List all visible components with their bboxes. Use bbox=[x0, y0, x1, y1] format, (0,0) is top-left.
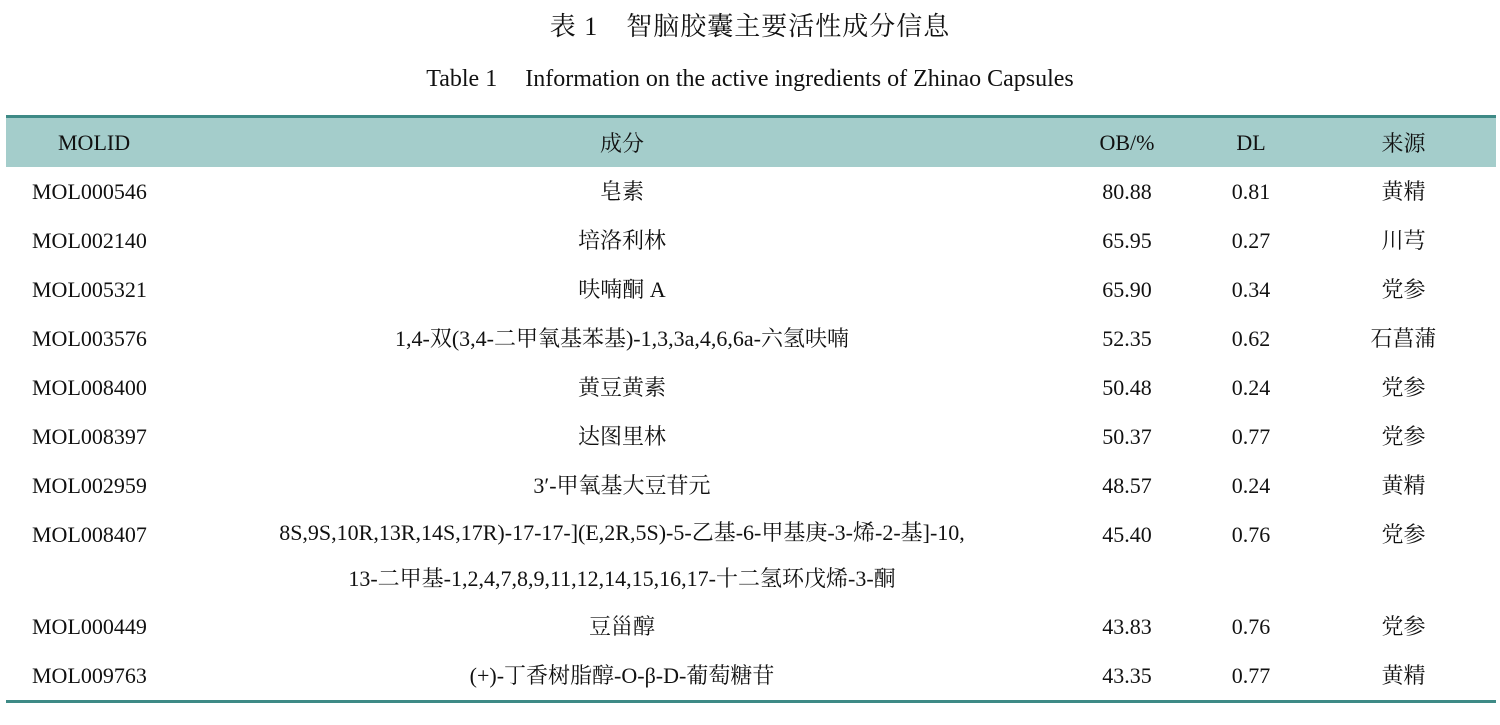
table-row bbox=[6, 167, 1496, 216]
cell-source: 黄精 bbox=[1381, 179, 1426, 204]
cell-ob: 43.83 bbox=[1102, 614, 1152, 639]
cell-dl: 0.77 bbox=[1231, 424, 1271, 449]
table-row bbox=[6, 412, 1496, 461]
cell-dl: 0.27 bbox=[1231, 228, 1271, 253]
cell-molid: MOL008397 bbox=[32, 424, 147, 449]
cell-name-line-1: 8S,9S,10R,13R,14S,17R)-17-17-](E,2R,5S)-5-乙基-6-甲基庚-3-烯-2-基]-10, bbox=[279, 520, 965, 545]
cell-source: 党参 bbox=[1381, 277, 1426, 302]
table-bottom-rule bbox=[6, 700, 1496, 703]
cell-dl: 0.76 bbox=[1231, 522, 1271, 547]
cell-source: 石菖蒲 bbox=[1370, 326, 1437, 351]
cell-name: 黄豆黄素 bbox=[577, 375, 666, 400]
header-dl: DL bbox=[1236, 129, 1266, 155]
table-number-chinese: 表 1 bbox=[549, 12, 599, 41]
cell-source: 党参 bbox=[1381, 424, 1426, 449]
cell-source: 黄精 bbox=[1381, 663, 1426, 688]
cell-molid: MOL008400 bbox=[32, 375, 147, 400]
table-row bbox=[6, 265, 1496, 314]
cell-ob: 43.35 bbox=[1102, 663, 1152, 688]
cell-source: 党参 bbox=[1381, 522, 1426, 547]
table-row bbox=[6, 461, 1496, 510]
cell-name: (+)-丁香树脂醇-O-β-D-葡萄糖苷 bbox=[469, 663, 775, 688]
header-source: 来源 bbox=[1381, 131, 1426, 156]
cell-dl: 0.76 bbox=[1231, 614, 1271, 639]
cell-name: 1,4-双(3,4-二甲氧基苯基)-1,3,3a,4,6,6a-六氢呋喃 bbox=[395, 326, 849, 351]
header-molid: MOLID bbox=[58, 129, 131, 155]
cell-ob: 65.90 bbox=[1102, 277, 1152, 302]
cell-name: 呋喃酮 A bbox=[578, 277, 666, 302]
cell-name: 达图里林 bbox=[577, 424, 666, 449]
table-row bbox=[6, 651, 1496, 700]
table-row bbox=[6, 363, 1496, 412]
cell-molid: MOL009763 bbox=[32, 663, 147, 688]
cell-source: 党参 bbox=[1381, 614, 1426, 639]
cell-name: 豆甾醇 bbox=[588, 614, 655, 639]
cell-ob: 50.48 bbox=[1102, 375, 1152, 400]
cell-ob: 65.95 bbox=[1102, 228, 1152, 253]
cell-ob: 52.35 bbox=[1102, 326, 1152, 351]
table-row bbox=[6, 314, 1496, 363]
cell-ob: 80.88 bbox=[1102, 179, 1152, 204]
table-caption-english: Information on the active ingredients of Zhinao Capsules bbox=[525, 66, 1074, 92]
cell-dl: 0.24 bbox=[1231, 473, 1271, 498]
header-ob: OB/% bbox=[1099, 129, 1155, 155]
cell-source: 川芎 bbox=[1381, 228, 1426, 253]
cell-name: 皂素 bbox=[599, 179, 644, 204]
table-header-row bbox=[6, 118, 1496, 167]
cell-dl: 0.24 bbox=[1231, 375, 1271, 400]
cell-ob: 48.57 bbox=[1102, 473, 1152, 498]
cell-molid: MOL002959 bbox=[32, 473, 147, 498]
table-row bbox=[6, 216, 1496, 265]
cell-ob: 45.40 bbox=[1102, 522, 1152, 547]
ingredients-table bbox=[6, 115, 1496, 703]
cell-name: 培洛利林 bbox=[577, 228, 666, 253]
cell-name: 3′-甲氧基大豆苷元 bbox=[533, 473, 711, 498]
cell-dl: 0.62 bbox=[1231, 326, 1271, 351]
cell-source: 党参 bbox=[1381, 375, 1426, 400]
cell-dl: 0.77 bbox=[1231, 663, 1271, 688]
table-row bbox=[6, 602, 1496, 651]
cell-name bbox=[181, 510, 1063, 602]
cell-dl: 0.34 bbox=[1231, 277, 1271, 302]
table-number-english: Table 1 bbox=[426, 66, 498, 92]
cell-molid: MOL005321 bbox=[32, 277, 147, 302]
cell-molid: MOL000546 bbox=[32, 179, 147, 204]
cell-ob: 50.37 bbox=[1102, 424, 1152, 449]
cell-molid: MOL002140 bbox=[32, 228, 147, 253]
cell-name-line-2: 13-二甲基-1,2,4,7,8,9,11,12,14,15,16,17-十二氢环戊烯-3-酮 bbox=[348, 566, 896, 591]
cell-molid: MOL000449 bbox=[32, 614, 147, 639]
header-name: 成分 bbox=[599, 131, 644, 156]
table-title-english bbox=[0, 62, 1500, 96]
table-row bbox=[6, 510, 1496, 602]
cell-molid: MOL003576 bbox=[32, 326, 147, 351]
table-title-chinese bbox=[0, 10, 1500, 44]
cell-dl: 0.81 bbox=[1231, 179, 1271, 204]
cell-molid: MOL008407 bbox=[32, 522, 147, 547]
cell-source: 黄精 bbox=[1381, 473, 1426, 498]
table-caption-chinese: 智脑胶囊主要活性成分信息 bbox=[626, 12, 951, 41]
